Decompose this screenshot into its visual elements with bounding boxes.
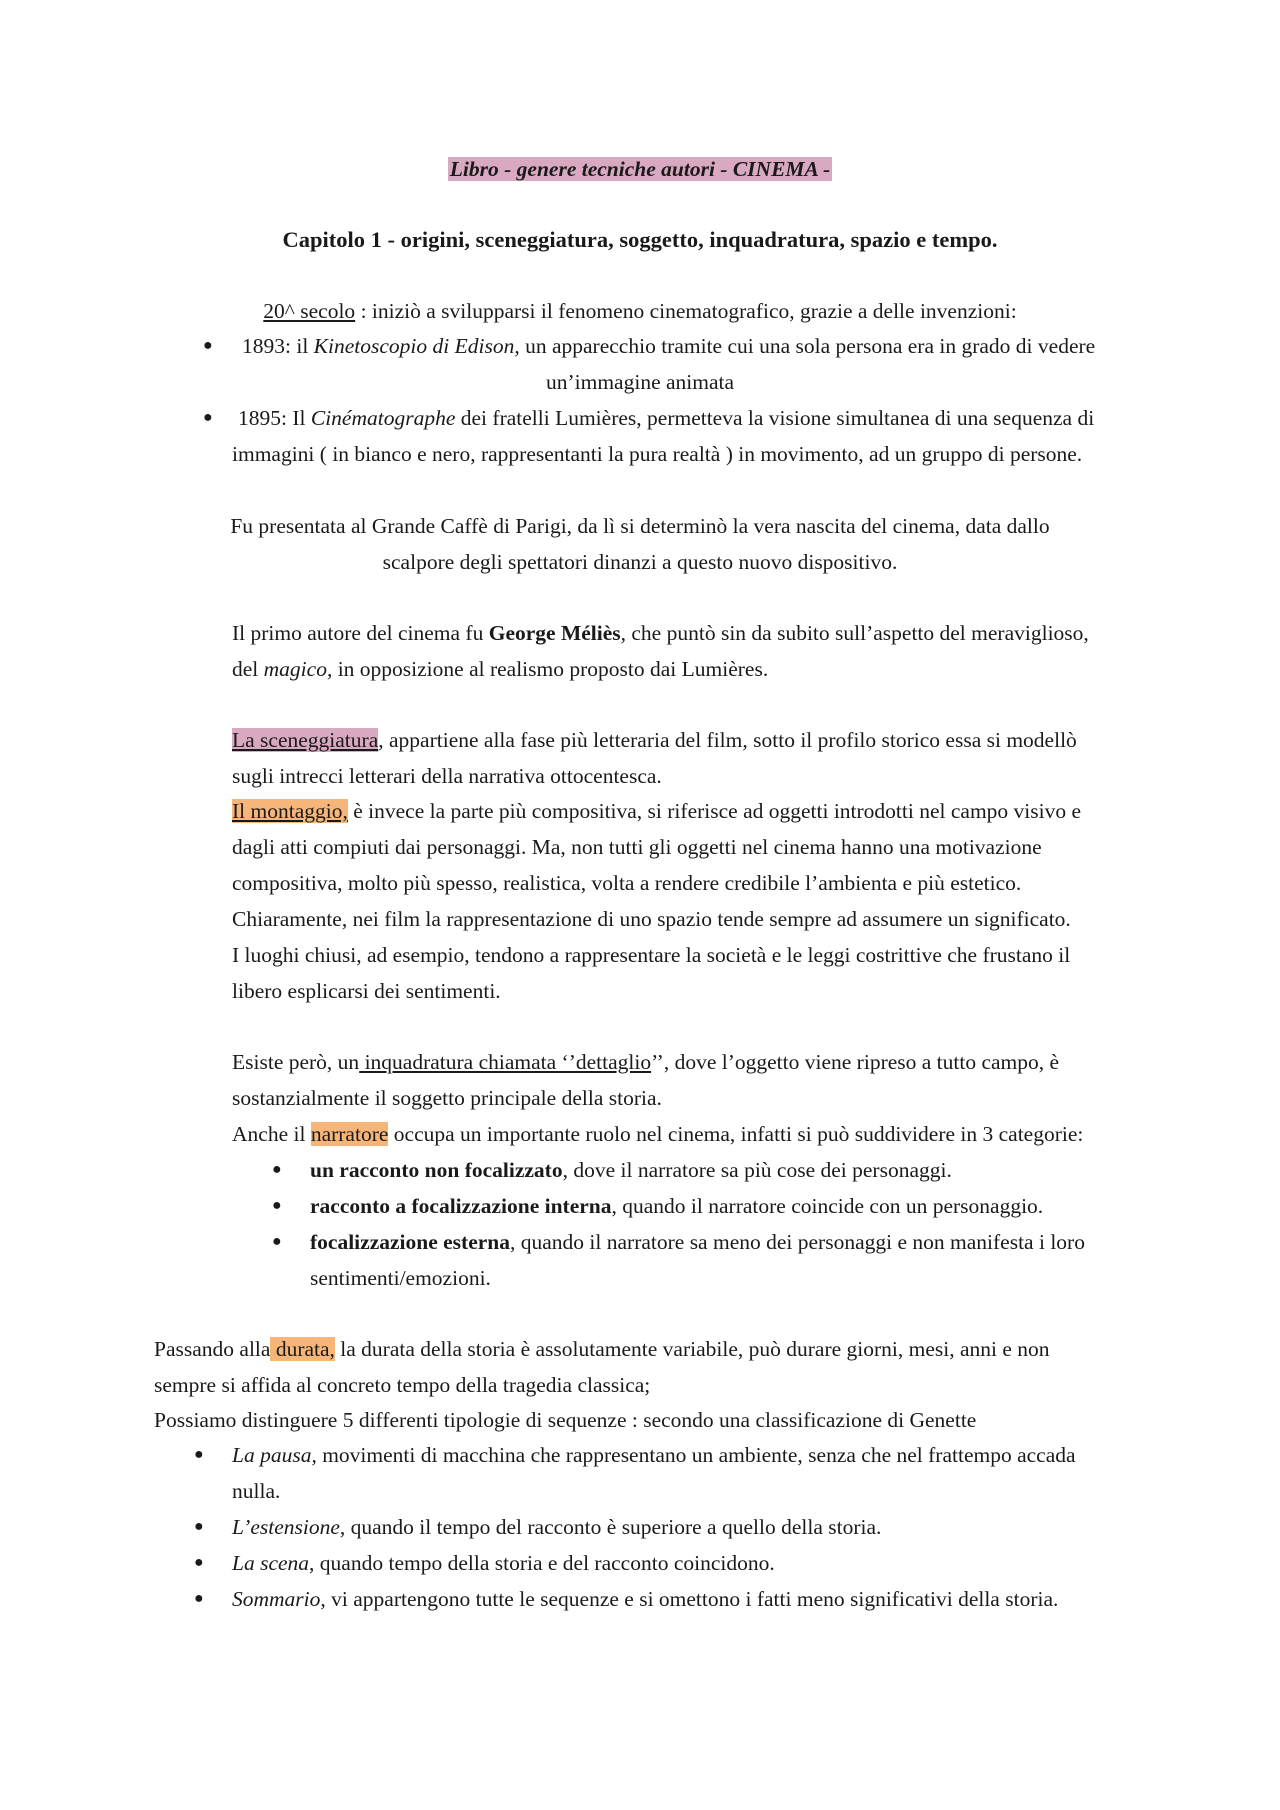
sequence-item-2-text: , quando il tempo del racconto è superiore a quello della storia. bbox=[339, 1515, 882, 1539]
intro-text: : iniziò a svilupparsi il fenomeno cinematografico, grazie a delle invenzioni: bbox=[355, 299, 1017, 323]
narrator-item-3-cont: sentimenti/emozioni. bbox=[310, 1266, 491, 1290]
melies-line-2 bbox=[232, 651, 768, 687]
narrator-item-1-term: un racconto non focalizzato bbox=[310, 1158, 563, 1182]
duration-desc: la durata della storia è assolutamente variabile, può durare giorni, mesi, anni e non bbox=[334, 1337, 1050, 1361]
document-title-line bbox=[0, 151, 1280, 187]
duration-term: durata, bbox=[270, 1337, 335, 1361]
sequence-item-3-term: La scena bbox=[232, 1551, 310, 1575]
magico-term: magico bbox=[263, 657, 327, 681]
invention-1-name: Kinetoscopio di Edison bbox=[313, 334, 515, 358]
melies-name: George Méliès bbox=[488, 621, 621, 645]
narrator-text: Anche il bbox=[232, 1122, 311, 1146]
invention-1-text: 1893: il bbox=[242, 334, 314, 358]
invention-2-line-2: immagini ( in bianco e nero, rappresentanti la pura realtà ) in movimento, ad un gruppo di persone. bbox=[232, 442, 1083, 466]
narrator-item-3 bbox=[310, 1224, 1085, 1260]
paris-line-1: Fu presentata al Grande Caffè di Parigi, da lì si determinò la vera nascita del cinema, data dallo bbox=[230, 514, 1050, 538]
sequence-item-4-term: Sommario, bbox=[232, 1587, 326, 1611]
duration-text: Passando alla bbox=[154, 1337, 271, 1361]
montage-text: è invece la parte più compositiva, si riferisce ad oggetti introdotti nel campo visivo e bbox=[347, 799, 1082, 823]
montage-term: Il montaggio, bbox=[232, 799, 348, 823]
sequence-item-2-term: L’estensione bbox=[232, 1515, 340, 1539]
bullet-icon: ● bbox=[203, 409, 213, 426]
bullet-icon: ● bbox=[194, 1518, 204, 1535]
montage-line-3: compositiva, molto più spesso, realistica, volta a rendere credibile l’ambienta e più estetico. bbox=[232, 871, 1022, 895]
detail-text: Esiste però, un bbox=[232, 1050, 360, 1074]
detail-desc: ’’, dove l’oggetto viene ripreso a tutto campo, è bbox=[651, 1050, 1060, 1074]
narrator-item-2 bbox=[310, 1188, 1043, 1224]
montage-line-5: I luoghi chiusi, ad esempio, tendono a rappresentare la società e le leggi costrittive che frustano il bbox=[232, 943, 1071, 967]
bullet-icon: ● bbox=[272, 1161, 282, 1178]
bullet-icon: ● bbox=[194, 1590, 204, 1607]
screenplay-line-1 bbox=[232, 722, 1077, 758]
detail-term: inquadratura chiamata ‘’dettaglio bbox=[359, 1050, 652, 1074]
sequence-item-1-term: La pausa, bbox=[232, 1443, 317, 1467]
paris-line-2: scalpore degli spettatori dinanzi a questo nuovo dispositivo. bbox=[382, 550, 898, 574]
duration-line-1 bbox=[154, 1331, 1050, 1367]
melies-line-1 bbox=[232, 615, 1089, 651]
bullet-icon: ● bbox=[203, 337, 213, 354]
detail-line-2: sostanzialmente il soggetto principale della storia. bbox=[232, 1086, 662, 1110]
century-label: 20^ secolo bbox=[263, 299, 356, 323]
sequence-item-1-cont: nulla. bbox=[232, 1479, 281, 1503]
invention-2-text: 1895: Il bbox=[238, 406, 311, 430]
melies-desc-2: , in opposizione al realismo proposto dai Lumières. bbox=[326, 657, 769, 681]
chapter-heading: Capitolo 1 - origini, sceneggiatura, soggetto, inquadratura, spazio e tempo. bbox=[282, 227, 998, 252]
narrator-item-1 bbox=[310, 1152, 952, 1188]
montage-line-1 bbox=[232, 793, 1081, 829]
invention-1-desc: , un apparecchio tramite cui una sola persona era in grado di vedere bbox=[514, 334, 1096, 358]
melies-text-2: del bbox=[232, 657, 264, 681]
detail-line-1 bbox=[232, 1044, 1059, 1080]
melies-desc: , che puntò sin da subito sull’aspetto del meraviglioso, bbox=[620, 621, 1089, 645]
bullet-icon: ● bbox=[194, 1446, 204, 1463]
sequence-item-2 bbox=[232, 1509, 881, 1545]
invention-2-name: Cinématographe bbox=[310, 406, 456, 430]
sequence-item-1-text: movimenti di macchina che rappresentano un ambiente, senza che nel frattempo accada bbox=[316, 1443, 1076, 1467]
screenplay-term: La sceneggiatura bbox=[232, 728, 379, 752]
sequence-item-4-text: vi appartengono tutte le sequenze e si omettono i fatti meno significativi della storia. bbox=[325, 1587, 1059, 1611]
duration-line-2: sempre si affida al concreto tempo della tragedia classica; bbox=[154, 1373, 651, 1397]
narrator-item-3-text: , quando il narratore sa meno dei personaggi e non manifesta i loro bbox=[510, 1230, 1085, 1254]
bullet-icon: ● bbox=[272, 1233, 282, 1250]
sequence-item-3 bbox=[232, 1545, 775, 1581]
montage-line-2: dagli atti compiuti dai personaggi. Ma, non tutti gli oggetti nel cinema hanno una motivazione bbox=[232, 835, 1042, 859]
melies-text: Il primo autore del cinema fu bbox=[232, 621, 489, 645]
intro-line bbox=[0, 293, 1280, 329]
invention-1-line-1 bbox=[242, 328, 1095, 364]
document-title: Libro - genere tecniche autori - CINEMA - bbox=[449, 157, 831, 181]
sequence-item-4 bbox=[232, 1581, 1058, 1617]
narrator-term: narratore bbox=[310, 1122, 389, 1146]
sequence-item-1 bbox=[232, 1437, 1076, 1473]
montage-line-6: libero esplicarsi dei sentimenti. bbox=[232, 979, 501, 1003]
invention-2-line-1 bbox=[238, 400, 1094, 436]
narrator-item-1-text: , dove il narratore sa più cose dei personaggi. bbox=[562, 1158, 952, 1182]
invention-2-desc: dei fratelli Lumières, permetteva la visione simultanea di una sequenza di bbox=[455, 406, 1095, 430]
bullet-icon: ● bbox=[272, 1197, 282, 1214]
narrator-item-3-term: focalizzazione esterna bbox=[310, 1230, 510, 1254]
montage-line-4: Chiaramente, nei film la rappresentazione di uno spazio tende sempre ad assumere un significato. bbox=[232, 907, 1071, 931]
screenplay-text: , appartiene alla fase più letteraria del film, sotto il profilo storico essa si modellò bbox=[378, 728, 1077, 752]
invention-1-line-2: un’immagine animata bbox=[545, 370, 735, 394]
bullet-icon: ● bbox=[194, 1554, 204, 1571]
narrator-item-2-text: , quando il narratore coincide con un personaggio. bbox=[611, 1194, 1044, 1218]
narrator-desc: occupa un importante ruolo nel cinema, infatti si può suddividere in 3 categorie: bbox=[388, 1122, 1084, 1146]
narrator-line-1 bbox=[232, 1116, 1083, 1152]
screenplay-line-2: sugli intrecci letterari della narrativa ottocentesca. bbox=[232, 764, 662, 788]
duration-line-3: Possiamo distinguere 5 differenti tipologie di sequenze : secondo una classificazione di Genette bbox=[154, 1408, 977, 1432]
narrator-item-2-term: racconto a focalizzazione interna bbox=[310, 1194, 612, 1218]
sequence-item-3-text: , quando tempo della storia e del racconto coincidono. bbox=[309, 1551, 775, 1575]
